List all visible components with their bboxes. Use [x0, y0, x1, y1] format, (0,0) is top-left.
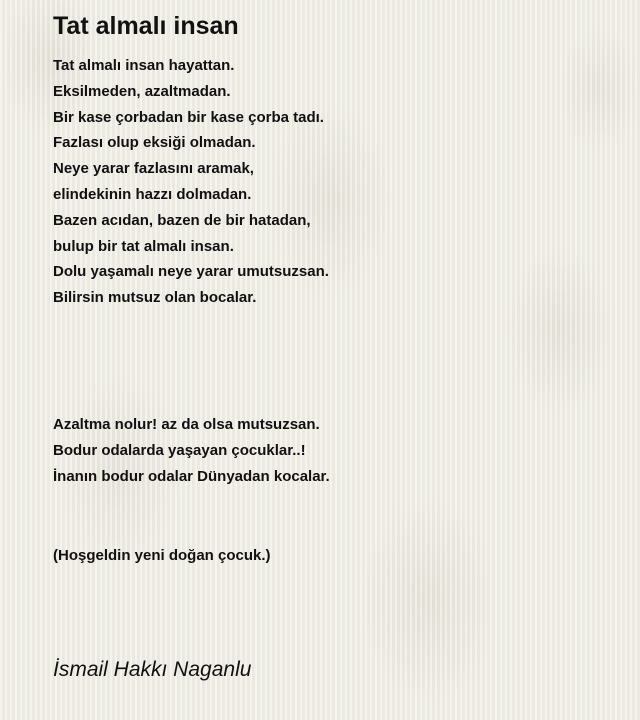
- poem-line: Eksilmeden, azaltmadan.: [53, 82, 231, 100]
- poem-line: Bilirsin mutsuz olan bocalar.: [53, 289, 257, 307]
- poem-line: Bir kase çorbadan bir kase çorba tadı.: [53, 108, 324, 126]
- poem-line: Azaltma nolur! az da olsa mutsuzsan.: [53, 416, 320, 433]
- poem-stanza-2: [53, 412, 330, 489]
- poem-stanza-1: [53, 53, 329, 311]
- poem-line: Fazlası olup eksiği olmadan.: [53, 134, 256, 152]
- poem-line: Bazen acıdan, bazen de bir hatadan,: [53, 211, 311, 229]
- poem-stanza-3: [53, 543, 271, 569]
- poem-line: bulup bir tat almalı insan.: [53, 237, 234, 255]
- poem-line: Dolu yaşamalı neye yarar umutsuzsan.: [53, 263, 329, 281]
- poem-line: İnanın bodur odalar Dünyadan kocalar.: [53, 467, 330, 485]
- poem-line: Neye yarar fazlasını aramak,: [53, 160, 254, 178]
- poem-line: elindekinin hazzı dolmadan.: [53, 185, 252, 203]
- poem-line: (Hoşgeldin yeni doğan çocuk.): [53, 547, 271, 564]
- poem-line: Bodur odalarda yaşayan çocuklar..!: [53, 441, 306, 459]
- poem-line: Tat almalı insan hayattan.: [53, 57, 235, 74]
- poem-author: İsmail Hakkı Naganlu: [53, 658, 252, 681]
- poem-title: Tat almalı insan: [53, 12, 239, 40]
